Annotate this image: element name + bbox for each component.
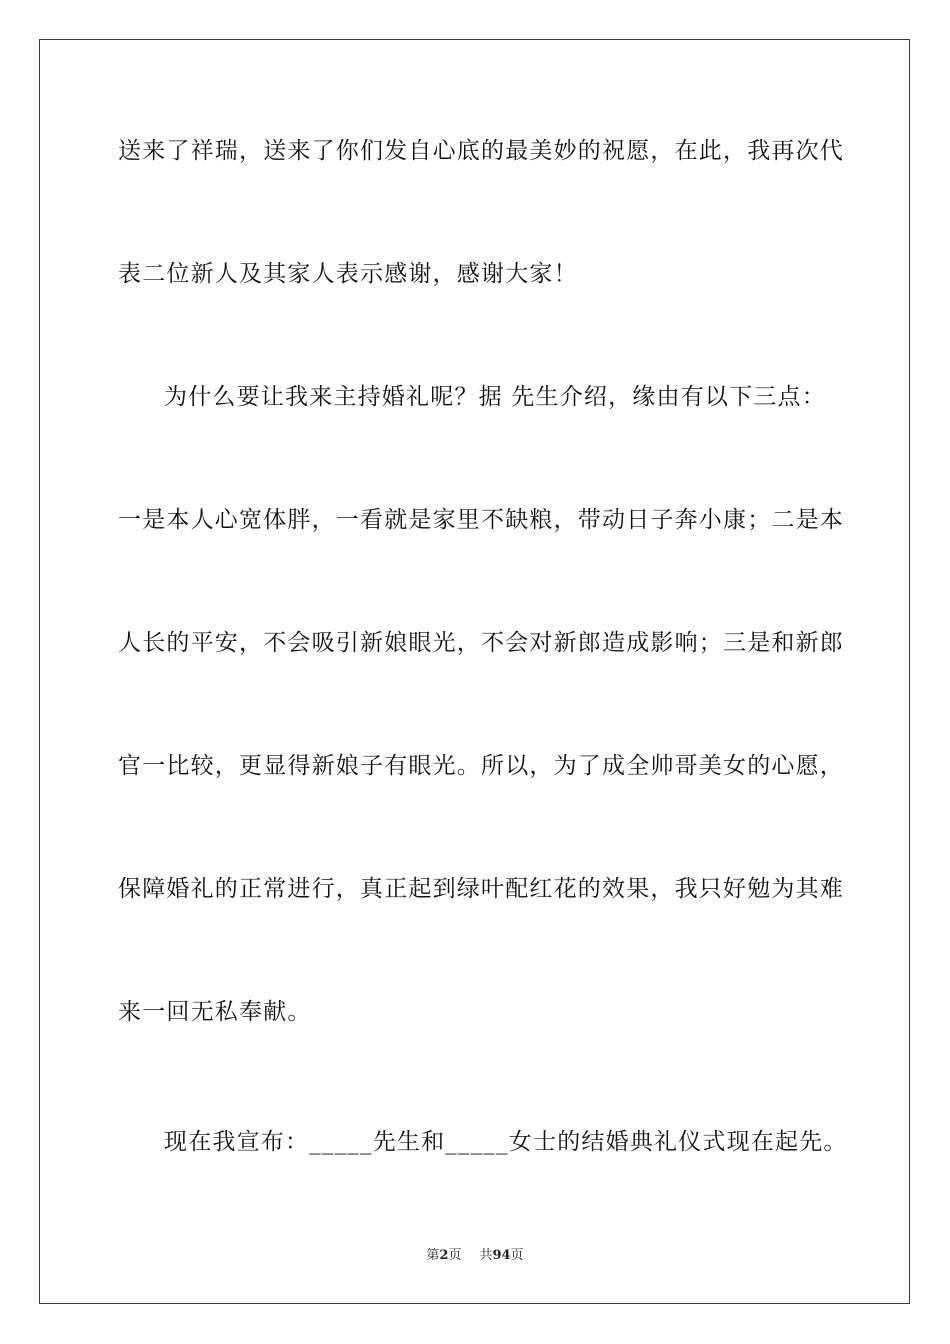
paragraph-line-9: 现在我宣布：_____先生和_____女士的结婚典礼仪式现在起先。 (164, 1129, 848, 1155)
footer-total-pages: 94 (492, 1248, 511, 1263)
footer-page-suffix: 页 (448, 1248, 462, 1263)
paragraph-line-5: 人长的平安，不会吸引新娘眼光，不会对新郎造成影响；三是和新郎 (118, 630, 844, 656)
paragraph-line-2: 表二位新人及其家人表示感谢，感谢大家！ (118, 261, 578, 287)
footer-page-number: 2 (439, 1248, 449, 1263)
footer-total-suffix: 页 (510, 1248, 524, 1263)
paragraph-line-1: 送来了祥瑞，送来了你们发自心底的最美妙的祝愿，在此，我再次代 (118, 138, 844, 164)
paragraph-line-4: 一是本人心宽体胖，一看就是家里不缺粮，带动日子奔小康；二是本 (118, 507, 844, 533)
footer-page-prefix: 第 (426, 1248, 440, 1263)
page-footer (0, 1247, 950, 1265)
footer-total-prefix: 共 (479, 1248, 493, 1263)
paragraph-line-7: 保障婚礼的正常进行，真正起到绿叶配红花的效果，我只好勉为其难 (118, 876, 844, 902)
paragraph-line-8: 来一回无私奉献。 (118, 999, 312, 1025)
paragraph-line-6: 官一比较，更显得新娘子有眼光。所以，为了成全帅哥美女的心愿， (118, 753, 844, 779)
page-border (39, 39, 910, 1304)
paragraph-line-3: 为什么要让我来主持婚礼呢？据 先生介绍，缘由有以下三点： (164, 384, 826, 410)
